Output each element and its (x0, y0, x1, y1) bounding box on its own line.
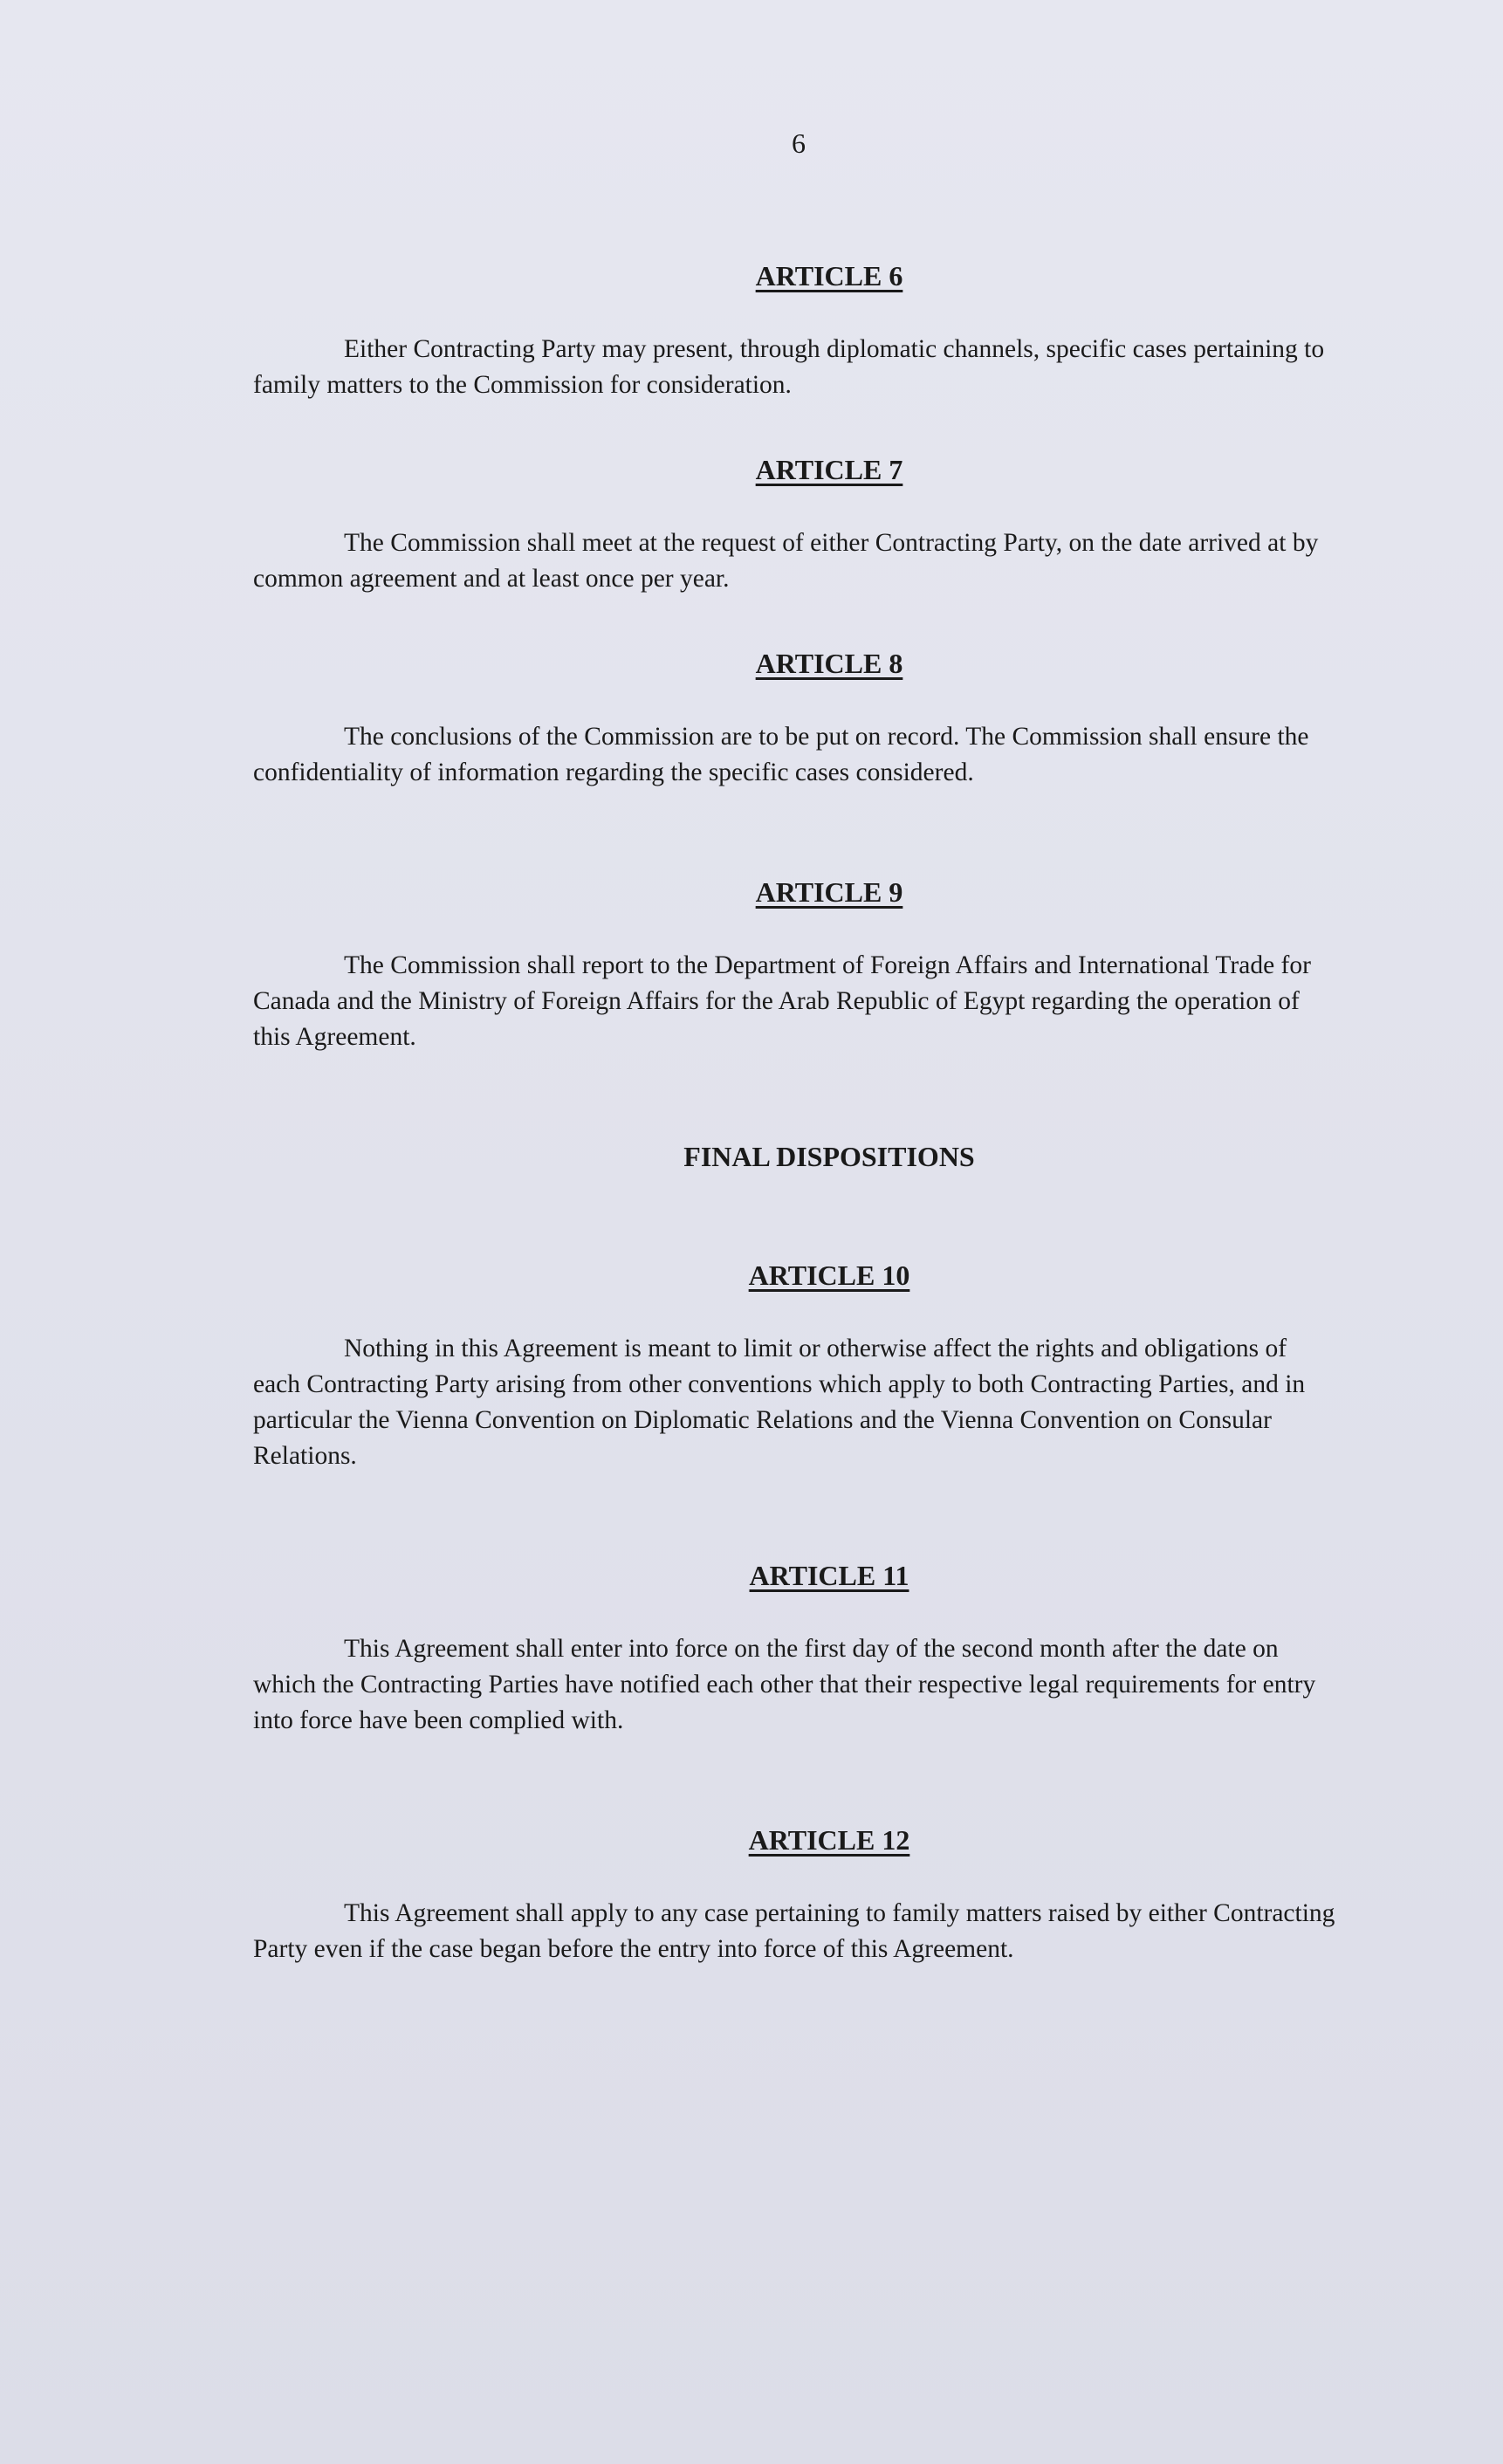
article-6 (253, 258, 1335, 403)
article-8 (253, 646, 1335, 791)
document-body (253, 258, 1335, 1967)
article-9 (253, 875, 1335, 1055)
page-number: 6 (792, 127, 806, 159)
article-heading: ARTICLE 7 (755, 454, 903, 485)
article-text: Nothing in this Agreement is meant to limit or otherwise affect the rights and obligations of each Contracting Party arising from other conventions which apply to both Contracting Parties, and in particular the Vienna Convention on Diplomatic Relations and the Vienna Convention on Consular Relations. (253, 1335, 1306, 1470)
article-11 (253, 1558, 1335, 1739)
final-dispositions (253, 1139, 1335, 1174)
article-text: Either Contracting Party may present, through diplomatic channels, specific cases pertaining to family matters to the Commission for consideration. (253, 335, 1325, 399)
article-text: The conclusions of the Commission are to be put on record. The Commission shall ensure the confidentiality of information regarding the specific cases considered. (253, 723, 1309, 786)
article-heading: ARTICLE 12 (748, 1824, 910, 1856)
article-heading: ARTICLE 10 (748, 1259, 910, 1291)
article-text: This Agreement shall enter into force on the first day of the second month after the date on which the Contracting Parties have notified each other that their respective legal requirements for entry into force have been complied with. (253, 1635, 1316, 1734)
article-7 (253, 452, 1335, 597)
article-10 (253, 1258, 1335, 1474)
article-text: The Commission shall meet at the request of either Contracting Party, on the date arrived at by common agreement and at least once per year. (253, 529, 1319, 593)
article-heading: ARTICLE 9 (755, 876, 903, 908)
section-heading: FINAL DISPOSITIONS (683, 1141, 975, 1172)
article-heading: ARTICLE 8 (755, 648, 903, 679)
article-heading: ARTICLE 6 (755, 260, 903, 292)
article-text: This Agreement shall apply to any case pertaining to family matters raised by either Contracting Party even if the case began before the entry into force of this Agreement. (253, 1899, 1335, 1963)
article-text: The Commission shall report to the Department of Foreign Affairs and International Trade for Canada and the Ministry of Foreign Affairs for the Arab Republic of Egypt regarding the operation of this Agreement. (253, 951, 1311, 1051)
article-12 (253, 1822, 1335, 1967)
article-heading: ARTICLE 11 (749, 1560, 909, 1591)
